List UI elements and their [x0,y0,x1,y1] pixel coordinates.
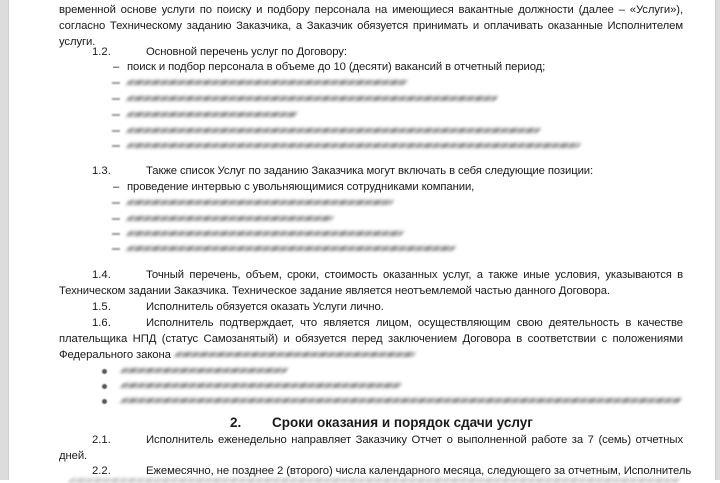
clause-2-2-line-1: Ежемесячно, не позднее 2 (второго) числа календарного месяца, следующего за отчетным, Исполнитель [146,465,692,477]
section-2-title: Сроки оказания и порядок сдачи услуг [272,415,533,430]
clause-1-4-line-2: Техническом задании Заказчика. Техническое задание является неотъемлемой частью данного Договора. [59,285,610,297]
clause-number-1-4: 1.4. [92,269,111,281]
redacted-dash [112,202,120,204]
clause-1-5-text: Исполнитель обязуется оказать Услуги лично. [146,301,384,313]
redacted-line [126,246,456,251]
redacted-bullet-line [120,398,682,403]
clause-1-6-line-1: Исполнитель подтверждает, что является лицом, осуществляющим свою деятельность в качестве [146,317,683,329]
clause-number-1-3: 1.3. [92,165,111,177]
clause-1-6-line-3: Федерального закона [59,349,171,361]
list-item-search-selection: поиск и подбор персонала в объеме до 10 (десяти) вакансий в отчетный период; [127,61,546,73]
redacted-line [126,80,408,85]
redacted-line [126,128,541,133]
redacted-line [126,200,394,205]
redacted-line [126,112,298,117]
list-dash: – [113,181,120,193]
clause-2-1-line-1: Исполнитель еженедельно направляет Заказчику Отчет о выполненной работе за 7 (семь) отчетных [146,434,683,446]
redacted-dash [112,114,120,116]
clause-1-4-line-1: Точный перечень, объем, сроки, стоимость оказанных услуг, а также иные условия, указываются в [146,269,683,281]
clause-1-6-line-2: плательщика НПД (статус Самозанятый) и обязуется перед заключением Договора в соответствии с положениями [59,333,683,345]
redacted-line [126,96,498,101]
document-page [9,0,715,480]
clause-number-1-5: 1.5. [92,301,111,313]
list-item-exit-interview: проведение интервью с увольняющимися сотрудниками компании, [127,181,475,193]
cut-off-next-line [68,478,680,483]
redacted-law-reference [174,352,416,357]
redacted-line [126,216,334,221]
redacted-dash [112,218,120,220]
intro-line-2: согласно Техническому заданию Заказчика, а Заказчик обязуется принимать и оплачивать оказанные Исполнителем [59,20,683,32]
bullet-dot [102,369,107,374]
list-dash: – [113,61,120,73]
clause-2-1-line-2: дней. [59,450,88,462]
clause-number-1-6: 1.6. [92,317,111,329]
section-2-number: 2. [230,415,242,430]
clause-number-2-1: 2.1. [92,434,111,446]
redacted-dash [112,248,120,250]
bullet-dot [102,399,107,404]
clause-1-2-text: Основной перечень услуг по Договору: [146,46,347,58]
redacted-dash [112,145,120,147]
viewer-gutter-left [0,0,9,480]
redacted-dash [112,98,120,100]
redacted-bullet-line [120,383,402,388]
redacted-line [126,231,404,236]
intro-line-3: услуги. [59,36,96,48]
redacted-dash [112,233,120,235]
clause-number-1-2: 1.2. [92,46,111,58]
intro-line-1: временной основе услуги по поиску и подбору персонала на имеющиеся вакантные должности (далее – «Услуги»), [59,4,683,16]
clause-1-3-text: Также список Услуг по заданию Заказчика могут включать в себя следующие позиции: [146,165,594,177]
redacted-dash [112,130,120,132]
redacted-line [126,143,581,148]
viewer-gutter-right [715,0,720,480]
bullet-dot [102,384,107,389]
redacted-dash [112,82,120,84]
redacted-bullet-line [120,368,288,373]
clause-number-2-2: 2.2. [92,465,111,477]
